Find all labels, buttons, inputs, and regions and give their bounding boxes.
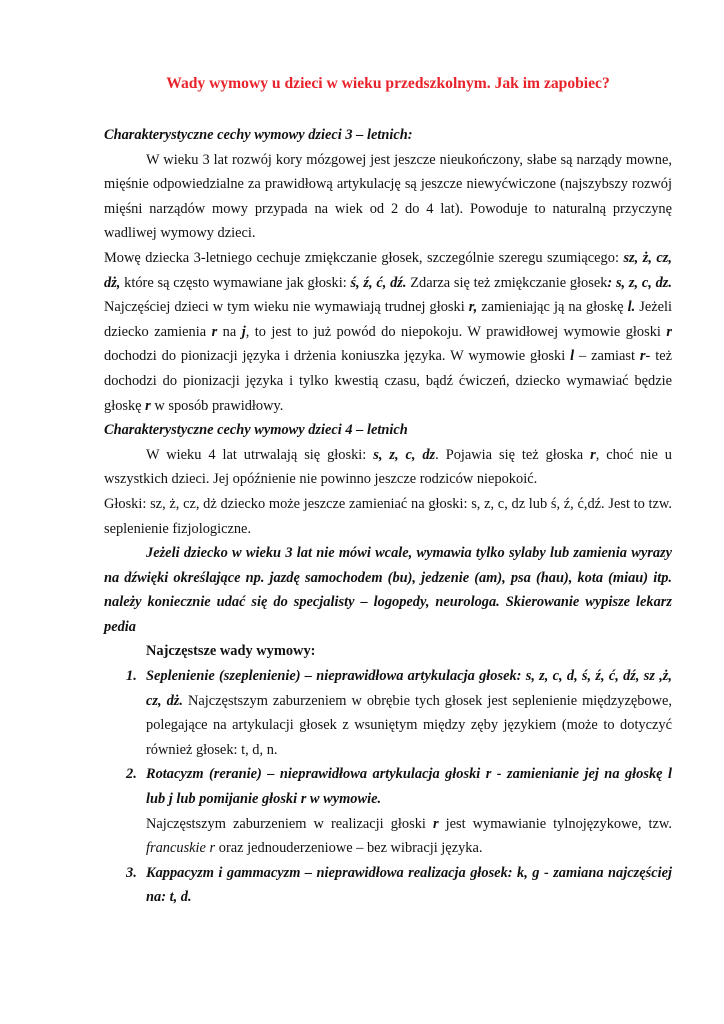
paragraph-brain-development: W wieku 3 lat rozwój kory mózgowej jest jeszcze nieukończony, słabe są narządy mowne, mięśnie odpowiedzialne za prawidłową artykulację są jeszcze niewyćwiczone (najszybszy rozwój mięśni narządów mowy przypada na wiek od 2 do 4 lat). Powoduje to naturalną przyczynę wadliwej wymowy dzieci. (104, 151, 672, 242)
section-heading-4-year: Charakterystyczne cechy wymowy dzieci 4 – letnich (104, 422, 408, 439)
list-item-subparagraph: Najczęstszym zaburzeniem w realizacji głoski r jest wymawianie tylnojęzykowe, tzw. francuskie r oraz jednouderzeniowe – bez wibracji języka. (146, 815, 672, 857)
list-item-heading: Seplenienie (szeplenienie) – nieprawidłowa artykulacja głosek: s, z, c, d, ś, ź, ć, dź, sz ,ż, cz, dż. (146, 668, 672, 709)
paragraph-physiological-lisping: Głoski: sz, ż, cz, dż dziecko może jeszcze zamieniać na głoski: s, z, c, dz lub ś, ź, ć,dź. Jest to tzw. seplenienie fizjologiczne. (104, 495, 672, 537)
list-item-heading: Rotacyzm (reranie) – nieprawidłowa artykulacja głoski r - zamienianie jej na głoskę l lub j lub pomijanie głoski r w wymowie. (146, 766, 672, 808)
paragraph-softening: Mowę dziecka 3-letniego cechuje zmiękczanie głosek, szczególnie szeregu szumiącego: sz, ż, cz, dż, które są często wymawiane jak głoski: ś, ź, ć, dź. Zdarza się też zmiękczanie głosek: s, z, c, dz. Najczęściej dzieci w tym wieku nie wymawiają trudnej głoski r, zamieniając ją na głoskę l. Jeżeli dziecko zamienia r na j, to jest to już powód do niepokoju. W prawidłowej wymowie głoski r dochodzi do pionizacji języka i drżenia koniuszka języka. W wymowie głoski l – zamiast r- też dochodzi do pionizacji języka i tylko kwestią czasu, bądź ćwiczeń, dziecko wymawiać będzie głoskę r w sposób prawidłowy. (104, 249, 672, 414)
list-item (104, 861, 672, 910)
defects-list (104, 664, 672, 910)
list-number: 3. (126, 864, 137, 881)
defects-list-title: Najczęstsze wady wymowy: (146, 643, 316, 660)
list-item-heading: Kappacyzm i gammacyzm – nieprawidłowa realizacja głosek: k, g - zamiana najczęściej na: t, d. (146, 864, 672, 906)
list-item-text: Najczęstszym zaburzeniem w obrębie tych głosek jest seplenienie międzyzębowe, polegające na artykulacji głosek z wsuniętym między zęby językiem (może to dotyczyć również głosek: t, d, n. (146, 692, 673, 758)
warning-paragraph: Jeżeli dziecko w wieku 3 lat nie mówi wcale, wymawia tylko sylaby lub zamienia wyrazy na dźwięki określające np. jazdę samochodem (bu), jedzenie (am), psa (hau), kota (miau) itp. należy koniecznie udać się do specjalisty – logopedy, neurologa. Skierowanie wypisze lekarz pedia (104, 545, 672, 635)
page-title: Wady wymowy u dzieci w wieku przedszkolnym. Jak im zapobiec? (166, 75, 610, 92)
paragraph-4-year-sounds: W wieku 4 lat utrwalają się głoski: s, z, c, dz. Pojawia się też głoska r, choć nie u wszystkich dzieci. Jej opóźnienie nie powinno jeszcze rodziców niepokoić. (104, 446, 672, 488)
list-number: 2. (126, 766, 137, 783)
list-number: 1. (126, 668, 137, 685)
list-item (104, 664, 672, 762)
list-item (104, 762, 672, 860)
section-heading-3-year: Charakterystyczne cechy wymowy dzieci 3 – letnich: (104, 127, 413, 143)
